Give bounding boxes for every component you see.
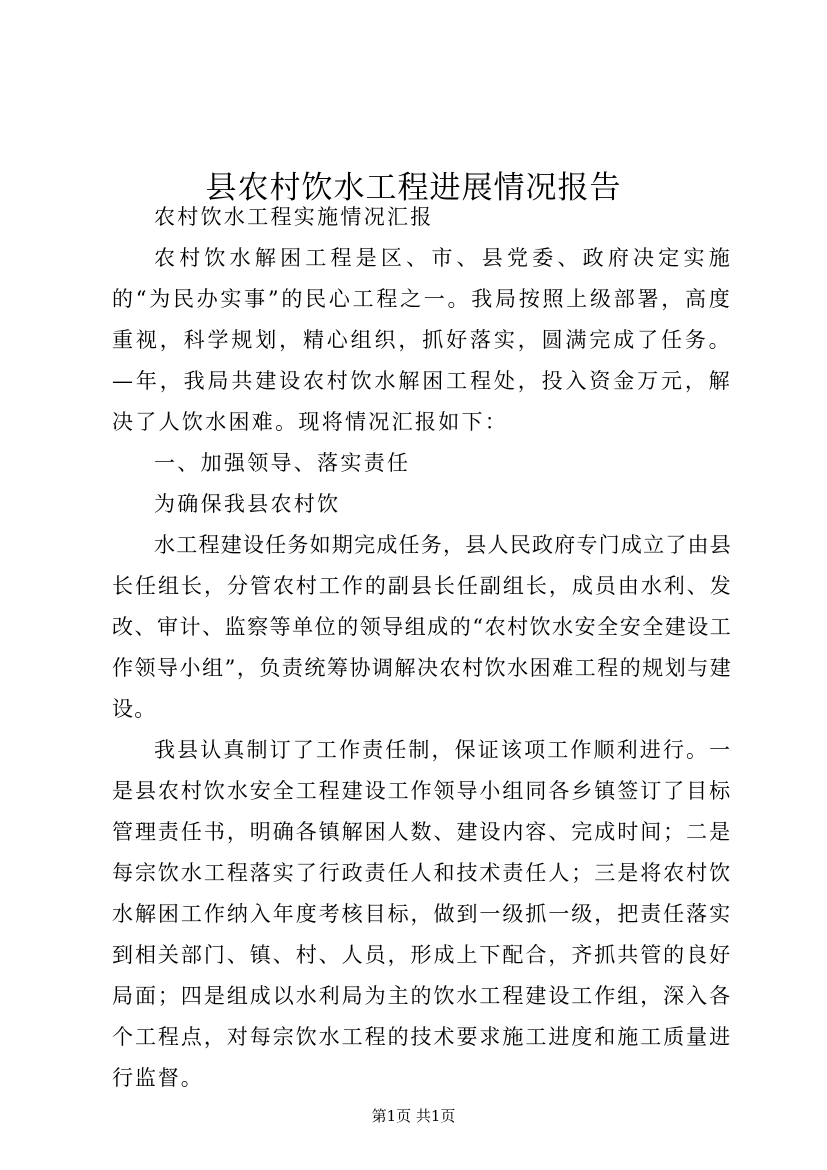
section-heading: 一、加强领导、落实责任 <box>154 451 411 475</box>
page-number-footer: 第1页 共1页 <box>371 1107 456 1125</box>
paragraph-fragment: 为确保我县农村饮 <box>154 492 341 516</box>
paragraph-subtitle: 农村饮水工程实施情况汇报 <box>154 205 434 229</box>
document-title: 县农村饮水工程进展情况报告 <box>205 169 622 206</box>
paragraph-intro: 农村饮水解困工程是区、市、县党委、政府决定实施的“为民办实事”的民心工程之一。我局按照上级部署，高度重视，科学规划，精心组织，抓好落实，圆满完成了任务。—年，我局共建设农村饮水解困工程处，投入资金万元，解决了人饮水困难。现将情况汇报如下： <box>112 246 732 434</box>
paragraph-leadership-group: 水工程建设任务如期完成任务，县人民政府专门成立了由县长任组长，分管农村工作的副县长任副组长，成员由水利、发改、审计、监察等单位的领导组成的“农村饮水安全安全建设工作领导小组”，负责统筹协调解决农村饮水困难工程的规划与建设。 <box>112 533 732 721</box>
document-body <box>112 197 732 1099</box>
paragraph-responsibility: 我县认真制订了工作责任制，保证该项工作顺利进行。一是县农村饮水安全工程建设工作领导小组同各乡镇签订了目标管理责任书，明确各镇解困人数、建设内容、完成时间；二是每宗饮水工程落实了行政责任人和技术责任人；三是将农村饮水解困工作纳入年度考核目标，做到一级抓一级，把责任落实到相关部门、镇、村、人员，形成上下配合，齐抓共管的良好局面；四是组成以水利局为主的饮水工程建设工作组，深入各个工程点，对每宗饮水工程的技术要求施工进度和施工质量进行监督。 <box>112 738 732 1090</box>
